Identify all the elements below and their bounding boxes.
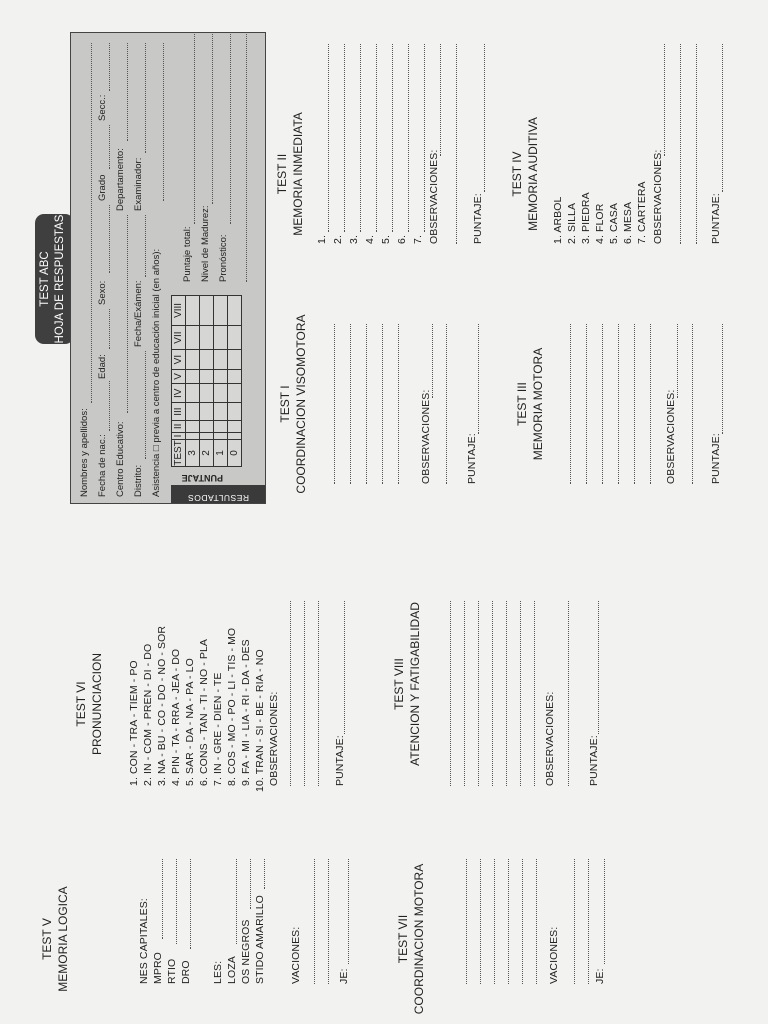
test6-item: 9. FA - MI - LIA - RI - DA - DES <box>240 639 252 786</box>
test7-title: TEST VII <box>396 914 410 964</box>
test4-item: 6. MESA <box>622 201 634 244</box>
test2-item: 5. <box>380 235 392 244</box>
test8-observations-label: OBSERVACIONES: <box>544 691 556 786</box>
test3-score-label: PUNTAJE: <box>710 433 722 484</box>
test6-item: 7. IN - GRE - DIEN - TE <box>212 672 224 786</box>
test6-item: 4. PIN - TA - RRA - JEA - DO <box>170 648 182 786</box>
test4-subtitle: MEMORIA AUDITIVA <box>526 117 540 231</box>
department-label: Departamento: <box>115 148 126 211</box>
examiner-label: Examinador: <box>133 157 144 211</box>
test1-observations-label: OBSERVACIONES: <box>420 389 432 484</box>
attendance-label: Asistencia □ previa a centro de educación inicial (en años): <box>151 248 162 497</box>
school-label: Centro Educativo: <box>115 421 126 497</box>
test5-subtitle: MEMORIA LOGICA <box>56 886 70 992</box>
test4-item: 3. PIEDRA <box>580 192 592 244</box>
sex-label: Sexo: <box>97 280 108 305</box>
score-row-label: 1 <box>214 440 228 467</box>
total-score-label: Puntaje total: <box>182 226 193 282</box>
prognosis-label: Pronóstico: <box>218 234 229 282</box>
test2-item: 3. <box>348 235 360 244</box>
test2-item: 7. <box>412 235 424 244</box>
name-field-label: Nombres y apellidos: <box>79 408 90 497</box>
column-header: V <box>172 369 186 383</box>
test2-item: 2. <box>332 235 344 244</box>
test5-line: LES: <box>212 960 224 984</box>
age-label: Edad: <box>97 354 108 379</box>
birthdate-label: Fecha de nac.: <box>97 434 108 497</box>
test6-item: 8. COS - MO - PO - LI - TIS - MO <box>226 627 238 786</box>
test2-score-label: PUNTAJE: <box>472 193 484 244</box>
test6-score-label: PUNTAJE: <box>334 735 346 786</box>
column-header: VII <box>172 325 186 350</box>
test1-subtitle: COORDINACION VISOMOTORA <box>294 314 308 494</box>
test4-item: 5. CASA <box>608 203 620 244</box>
test6-item: 3. NA - BU - CO - DO - NO - SOR <box>156 625 168 786</box>
test4-score-label: PUNTAJE: <box>710 193 722 244</box>
test8-score-label: PUNTAJE: <box>588 735 600 786</box>
test5-line: JE: <box>338 968 350 984</box>
test5-line: LOZA <box>226 956 238 984</box>
test5-line: NES CAPITALES: <box>138 898 150 984</box>
column-header: I <box>172 432 186 439</box>
test5-line: VACIONES: <box>290 926 302 984</box>
test7-subtitle: COORDINACION MOTORA <box>412 863 426 1015</box>
test4-title: TEST IV <box>510 151 524 197</box>
test6-observations-label: OBSERVACIONES: <box>268 691 280 786</box>
test2-observations-label: OBSERVACIONES: <box>428 149 440 244</box>
column-header: II <box>172 420 186 432</box>
test2-item: 6. <box>396 235 408 244</box>
test6-item: 6. CONS - TAN - TI - NO - PLA <box>198 638 210 786</box>
test2-item: 1. <box>316 235 328 244</box>
test6-item: 10. TRAN - SI - BE - RIA - NO <box>254 649 266 792</box>
test7-score-label: JE: <box>594 968 606 984</box>
column-header: VIII <box>172 296 186 326</box>
maturity-level-label: Nivel de Madurez: <box>200 205 211 282</box>
test5-line: STIDO AMARILLO <box>254 895 266 984</box>
test5-line: MPRO <box>152 952 164 984</box>
score-row-label: 0 <box>228 440 242 467</box>
test1-score-label: PUNTAJE: <box>466 433 478 484</box>
test5-line: DRO <box>180 960 192 984</box>
test8-subtitle: ATENCION Y FATIGABILIDAD <box>408 602 422 766</box>
results-side-label: RESULTADOS <box>171 485 265 503</box>
test4-item: 1. ARBOL <box>552 196 564 244</box>
sheet-header-line2: HOJA DE RESPUESTAS <box>54 214 66 344</box>
test2-item: 4. <box>364 235 376 244</box>
section-label: Secc.: <box>97 94 108 121</box>
test-header-cell: TEST <box>173 440 184 466</box>
score-row-label: 3 <box>186 440 200 467</box>
test6-subtitle: PRONUNCIACION <box>90 653 104 756</box>
test2-title: TEST II <box>275 153 289 195</box>
results-table <box>171 295 242 467</box>
test3-subtitle: MEMORIA MOTORA <box>531 347 545 461</box>
score-row-label: 2 <box>200 440 214 467</box>
test4-item: 7. CARTERA <box>636 181 648 244</box>
test4-item: 2. SILLA <box>566 202 578 244</box>
score-side-label: PUNTAJE <box>181 473 223 483</box>
test2-subtitle: MEMORIA INMEDIATA <box>291 112 305 236</box>
test5-line: RTIO <box>166 958 178 984</box>
test6-title: TEST VI <box>74 681 88 727</box>
sheet-header-line1: TEST ABC <box>39 251 51 307</box>
column-header: III <box>172 403 186 420</box>
test3-title: TEST III <box>515 382 529 426</box>
test8-title: TEST VIII <box>392 658 406 710</box>
test6-item: 5. SAR - DA - NA - PA - LO <box>184 658 196 786</box>
test5-line: OS NEGROS <box>240 919 252 984</box>
sheet-header-badge <box>35 214 74 344</box>
district-label: Distrito: <box>133 464 144 497</box>
test3-observations-label: OBSERVACIONES: <box>665 389 677 484</box>
grade-label: Grado <box>97 174 108 201</box>
test6-item: 1. CON - TRA - TIEM - PO <box>128 660 140 786</box>
test4-item: 4. FLOR <box>594 203 606 244</box>
test5-title: TEST V <box>40 918 54 960</box>
test4-observations-label: OBSERVACIONES: <box>652 149 664 244</box>
test1-title: TEST I <box>278 385 292 423</box>
column-header: IV <box>172 384 186 403</box>
exam-date-label: Fecha/Exámen: <box>133 280 144 347</box>
personal-data-form <box>70 32 266 504</box>
test7-observations-label: VACIONES: <box>548 926 560 984</box>
column-header: VI <box>172 350 186 369</box>
test6-item: 2. IN - COM - PREN - DI - DO <box>142 643 154 786</box>
